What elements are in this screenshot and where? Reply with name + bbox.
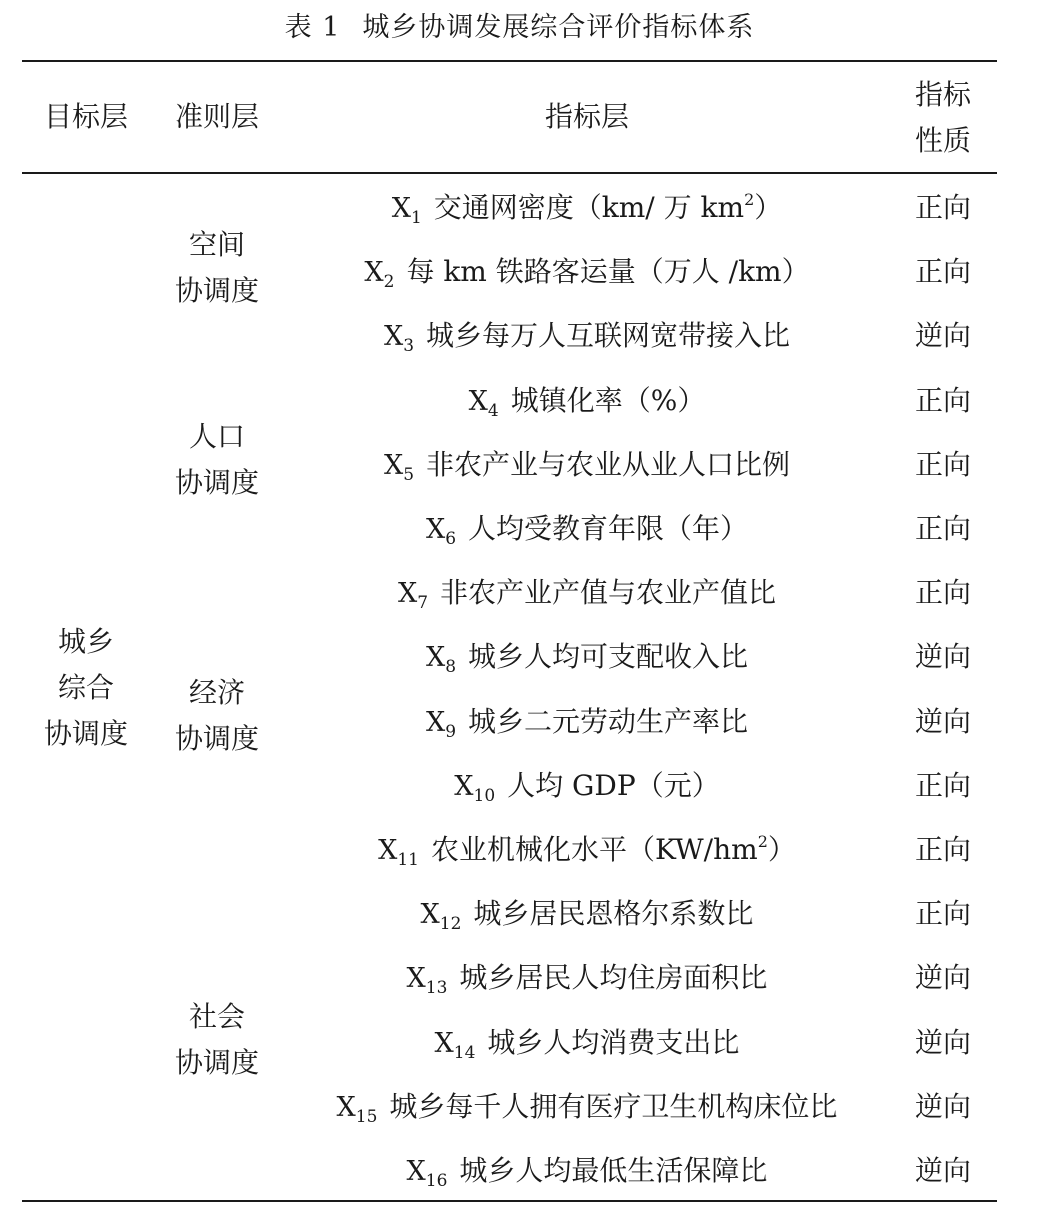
indicator-nature: 逆向 [914, 1089, 971, 1123]
criteria-line1: 人口 [188, 420, 245, 453]
indicator-nature: 逆向 [914, 319, 971, 353]
indicator-code-letter: X [364, 257, 384, 289]
indicator-nature: 正向 [914, 576, 971, 610]
indicator-code [425, 706, 457, 742]
indicator-code-letter: X [420, 899, 440, 931]
table-row [0, 1011, 1039, 1075]
indicator-cell [284, 240, 890, 305]
indicator-cell [284, 561, 890, 626]
indicator-text: 城乡人均可支配收入比 [468, 640, 749, 674]
table-row [0, 882, 1039, 946]
indicator-text: 交通网密度（km/ 万 km [433, 191, 745, 224]
table-row [0, 497, 1039, 561]
indicator-text: 城乡人均消费支出比 [487, 1025, 740, 1059]
indicator-nature: 逆向 [914, 961, 971, 995]
indicator-code [336, 1091, 378, 1127]
criteria-line1: 社会 [188, 1000, 245, 1033]
header-indicator-layer: 指标层 [544, 100, 629, 133]
indicator-code-letter: X [425, 706, 446, 738]
table-row [0, 176, 1039, 240]
indicator-code-subscript: 8 [445, 657, 457, 678]
indicator-code [468, 385, 499, 421]
indicator-text: 城乡二元劳动生产率比 [468, 704, 749, 738]
indicator-cell [284, 304, 890, 369]
indicator-code-letter: X [383, 449, 404, 481]
indicator-code-subscript: 15 [355, 1106, 378, 1127]
indicator-code-letter: X [336, 1091, 356, 1123]
indicator-code-letter: X [378, 835, 398, 866]
indicator-nature: 正向 [914, 512, 971, 545]
indicator-cell [284, 754, 890, 819]
indicator-cell [284, 818, 890, 883]
indicator-text: 城镇化率（%） [510, 383, 706, 417]
unit-superscript: 2 [744, 190, 755, 209]
indicator-text-tail: ） [767, 833, 796, 866]
table-row [0, 625, 1039, 689]
indicator-code-subscript: 7 [417, 593, 429, 614]
indicator-code [454, 770, 496, 806]
indicator-cell [284, 497, 890, 562]
indicator-code-subscript: 5 [403, 464, 415, 485]
header-nature-line2: 性质 [914, 124, 971, 157]
indicator-code-letter: X [434, 1027, 454, 1059]
indicator-nature: 正向 [914, 897, 971, 931]
indicator-text: 非农产业产值与农业产值比 [440, 576, 777, 610]
indicator-text: 每 km 铁路客运量（万人 /km） [406, 255, 810, 289]
indicator-text: 人均 GDP（元） [507, 768, 720, 802]
indicator-cell [284, 176, 890, 241]
indicator-code-subscript: 13 [425, 978, 448, 999]
header-indicator-nature [890, 72, 996, 164]
indicator-code-letter: X [397, 578, 418, 610]
indicator-cell [284, 1011, 890, 1076]
indicator-code [383, 321, 415, 357]
criteria-line1: 经济 [188, 676, 245, 709]
indicator-code [397, 578, 429, 614]
header-rule [22, 172, 997, 174]
indicator-nature: 正向 [914, 255, 971, 289]
indicator-nature: 逆向 [914, 704, 971, 738]
target-line3: 协调度 [43, 717, 128, 750]
table-row [0, 433, 1039, 497]
indicator-text: 城乡每万人互联网宽带接入比 [426, 319, 791, 353]
top-rule [22, 60, 997, 62]
indicator-code-letter: X [391, 193, 411, 224]
unit-superscript: 2 [757, 832, 768, 851]
indicator-cell [284, 625, 890, 690]
indicator-cell [284, 433, 890, 498]
table-row [0, 946, 1039, 1010]
indicator-code-letter: X [406, 1156, 426, 1187]
indicator-cell [284, 1139, 890, 1204]
indicator-code-subscript: 12 [439, 914, 462, 935]
table-row [0, 304, 1039, 368]
table-row [0, 1139, 1039, 1203]
indicator-code-letter: X [425, 642, 446, 674]
indicator-cell [284, 946, 890, 1011]
criteria-line2: 协调度 [174, 1046, 259, 1079]
header-target-layer: 目标层 [43, 100, 128, 133]
target-line2: 综合 [57, 671, 114, 704]
indicator-code [420, 899, 462, 935]
indicator-code-subscript: 14 [453, 1042, 476, 1063]
indicator-text: 城乡人均最低生活保障比 [459, 1154, 768, 1187]
table-row [0, 1075, 1039, 1139]
indicator-nature: 正向 [914, 768, 971, 802]
indicator-nature: 正向 [914, 833, 971, 866]
indicator-text: 人均受教育年限（年） [468, 512, 749, 545]
indicator-code-subscript: 9 [445, 721, 457, 742]
indicator-code [406, 963, 448, 999]
indicator-code-letter: X [468, 385, 488, 417]
indicator-nature: 逆向 [914, 1154, 971, 1187]
indicator-text: 城乡每千人拥有医疗卫生机构床位比 [389, 1089, 838, 1123]
indicator-text: 非农产业与农业从业人口比例 [426, 447, 791, 481]
table-row [0, 690, 1039, 754]
header-nature-line1: 指标 [914, 78, 971, 111]
indicator-code [425, 514, 457, 549]
indicator-code-letter: X [383, 321, 404, 353]
indicator-code-subscript: 1 [410, 208, 422, 228]
table-caption [0, 8, 1039, 48]
indicator-code-subscript: 16 [425, 1171, 448, 1191]
indicator-nature: 正向 [914, 191, 971, 224]
table-row [0, 818, 1039, 882]
table-row [0, 754, 1039, 818]
table-row [0, 240, 1039, 304]
indicator-nature: 正向 [914, 447, 971, 481]
indicator-code [406, 1156, 448, 1191]
criteria-line2: 协调度 [174, 466, 259, 499]
indicator-code-letter: X [454, 770, 474, 802]
indicator-cell [284, 690, 890, 755]
table-number: 表 1 [284, 12, 341, 43]
indicator-code [434, 1027, 476, 1063]
indicator-text: 城乡居民人均住房面积比 [459, 961, 768, 995]
indicator-code-subscript: 3 [403, 336, 415, 357]
criteria-line2: 协调度 [174, 722, 259, 755]
indicator-cell [284, 882, 890, 947]
indicator-text: 农业机械化水平（KW/hm [430, 833, 758, 866]
indicator-cell [284, 369, 890, 434]
indicator-code-letter: X [406, 963, 426, 995]
indicator-cell [284, 1075, 890, 1140]
indicator-nature: 正向 [914, 383, 971, 417]
indicator-code-subscript: 2 [383, 272, 395, 293]
indicator-code [391, 193, 422, 228]
indicator-code-letter: X [425, 514, 446, 545]
indicator-code [364, 257, 395, 293]
indicator-code-subscript: 10 [473, 785, 496, 806]
indicator-code [383, 449, 415, 485]
table-row [0, 369, 1039, 433]
indicator-nature: 逆向 [914, 640, 971, 674]
indicator-code-subscript: 6 [445, 529, 457, 549]
table-title: 城乡协调发展综合评价指标体系 [362, 12, 755, 43]
criteria-line1: 空间 [188, 228, 245, 261]
header-criteria-layer: 准则层 [174, 100, 259, 133]
indicator-code-subscript: 4 [487, 400, 499, 421]
indicator-code [378, 835, 419, 870]
table-row [0, 561, 1039, 625]
indicator-code [425, 642, 457, 678]
indicator-text-tail: ） [754, 191, 783, 224]
target-line1: 城乡 [57, 625, 114, 658]
indicator-code-subscript: 11 [397, 850, 419, 870]
indicator-text: 城乡居民恩格尔系数比 [473, 897, 754, 931]
criteria-line2: 协调度 [174, 274, 259, 307]
indicator-nature: 逆向 [914, 1025, 971, 1059]
